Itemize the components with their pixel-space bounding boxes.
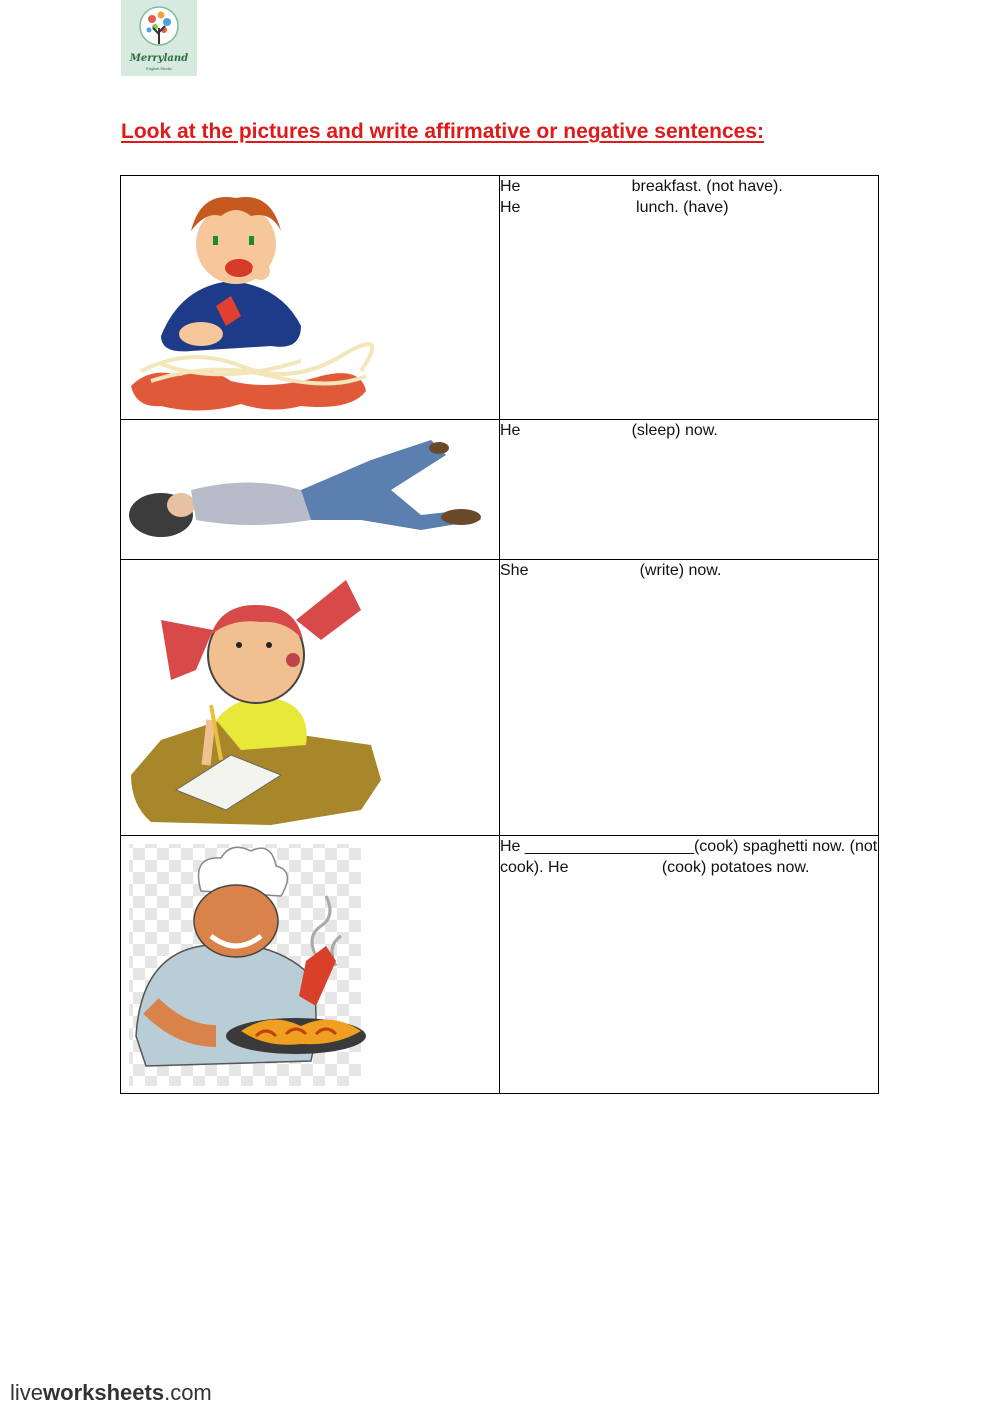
exercise-row (121, 420, 879, 560)
sentence-line: He (sleep) now. (500, 422, 718, 439)
exercise-row (121, 836, 879, 1094)
man-sleeping-image (121, 420, 499, 559)
merryland-logo (121, 0, 197, 76)
footer-prefix: live (10, 1380, 44, 1405)
exercise-row (121, 560, 879, 836)
sentence-line: She (write) now. (500, 562, 722, 579)
liveworksheets-footer (10, 1380, 212, 1406)
footer-suffix: .com (164, 1380, 212, 1405)
tree-icon (121, 0, 197, 76)
sentence-cell[interactable] (500, 560, 879, 836)
picture-cell (121, 560, 500, 836)
sentence-line: He ___________________(cook) spaghetti now. (not cook). He (cook) potatoes now. (500, 838, 882, 876)
exercise-row (121, 176, 879, 420)
sentence-line: He breakfast. (not have). (500, 178, 783, 195)
sentence-cell[interactable] (500, 836, 882, 1094)
sentence-cell[interactable] (500, 420, 879, 560)
sentence-cell[interactable] (500, 176, 879, 420)
exercise-table (120, 175, 882, 1094)
logo-subtitle: English Studio (146, 66, 172, 71)
footer-brand: worksheets (43, 1380, 165, 1405)
picture-cell (121, 176, 500, 420)
picture-cell (121, 836, 500, 1094)
sentence-line: He lunch. (have) (500, 199, 729, 216)
worksheet-instructions: Look at the pictures and write affirmative or negative sentences: (121, 120, 765, 143)
picture-cell (121, 420, 500, 560)
boy-eating-spaghetti-image (121, 176, 499, 419)
girl-writing-image (121, 560, 499, 835)
chef-cooking-image (121, 836, 499, 1093)
logo-name: Merryland (129, 53, 189, 64)
